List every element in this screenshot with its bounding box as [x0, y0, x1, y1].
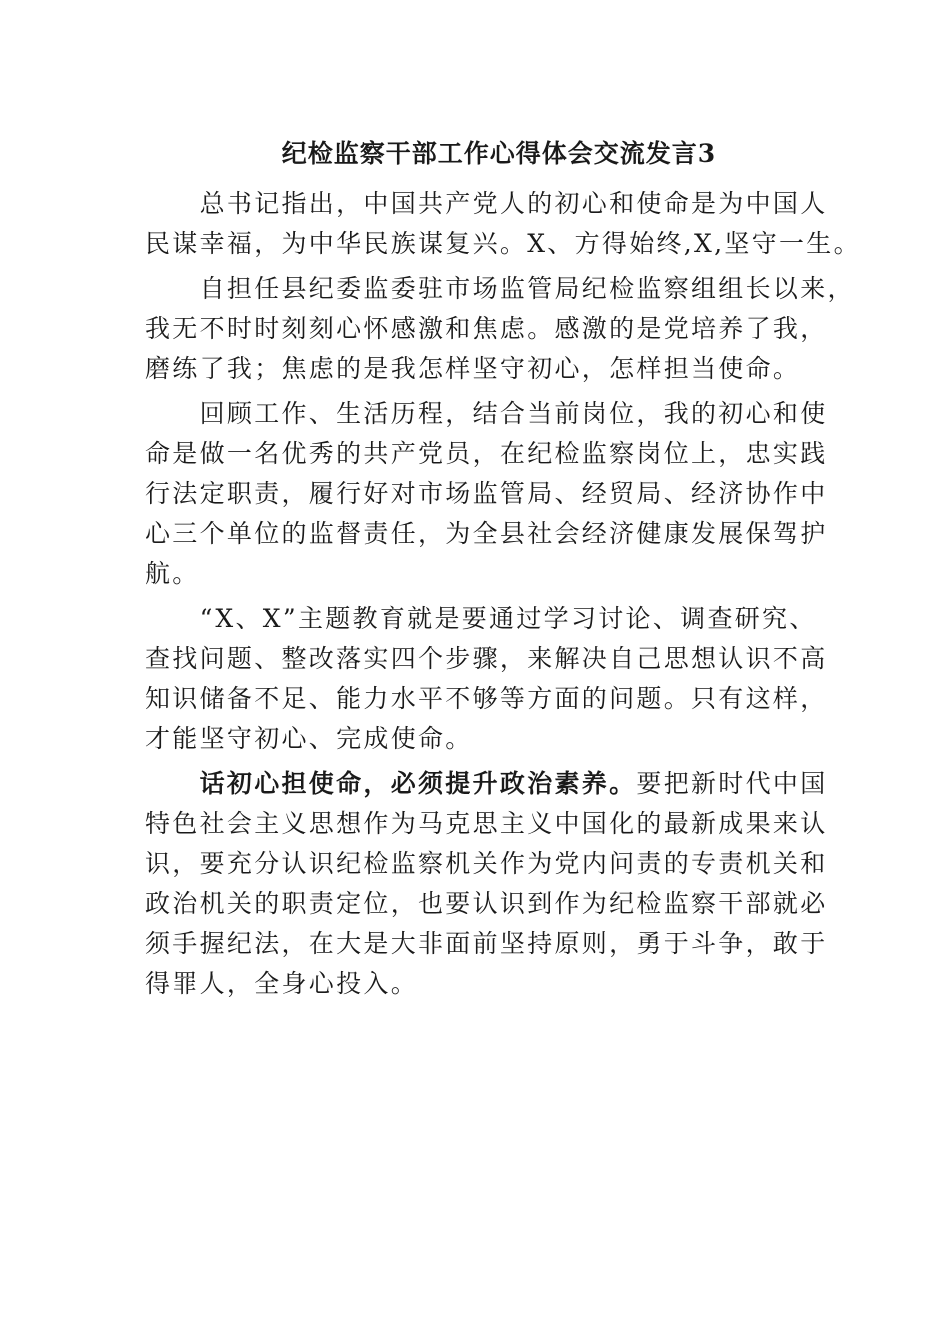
text-line: 知识储备不足、能力水平不够等方面的问题。只有这样，	[145, 683, 828, 713]
text-line: 磨练了我；焦虑的是我怎样坚守初心，怎样担当使命。	[145, 353, 801, 383]
text-line: 命是做一名优秀的共产党员，在纪检监察岗位上，忠实践	[145, 438, 828, 468]
bold-lead-sentence: 话初心担使命，必须提升政治素养。	[145, 768, 637, 798]
text-line: 特色社会主义思想作为马克思主义中国化的最新成果来认	[145, 808, 828, 838]
paragraph-1	[145, 184, 861, 264]
document-body	[145, 184, 861, 1004]
text-line: 民谋幸福，为中华民族谋复兴。X、方得始终,X,坚守一生。	[145, 229, 861, 258]
text-line: 须手握纪法，在大是大非面前坚持原则，勇于斗争，敢于	[145, 928, 828, 958]
text-line: 行法定职责，履行好对市场监管局、经贸局、经济协作中	[145, 478, 828, 508]
text-line: 查找问题、整改落实四个步骤，来解决自己思想认识不高	[145, 643, 828, 673]
paragraph-3	[145, 394, 828, 594]
text-line: 自担任县纪委监委驻市场监管局纪检监察组组长以来，	[145, 273, 855, 303]
document-title: 纪检监察干部工作心得体会交流发言3	[281, 139, 717, 168]
text-line: 识，要充分认识纪检监察机关作为党内问责的专责机关和	[145, 848, 828, 878]
paragraph-5	[145, 764, 828, 1004]
text-line: 总书记指出，中国共产党人的初心和使命是为中国人	[145, 189, 828, 218]
text-line: 回顾工作、生活历程，结合当前岗位，我的初心和使	[145, 398, 828, 428]
paragraph-4	[145, 599, 828, 759]
text-line: 我无不时时刻刻心怀感激和焦虑。感激的是党培养了我，	[145, 313, 828, 343]
text-line: 才能坚守初心、完成使命。	[145, 723, 473, 753]
paragraph-2	[145, 269, 855, 389]
text-line: 心三个单位的监督责任，为全县社会经济健康发展保驾护	[145, 518, 828, 548]
text-line: 航。	[145, 558, 200, 588]
text-line: 政治机关的职责定位，也要认识到作为纪检监察干部就必	[145, 888, 828, 918]
text-line-lead	[145, 764, 828, 804]
text-line: “X、X”主题教育就是要通过学习讨论、调查研究、	[145, 603, 817, 633]
text-line: 得罪人，全身心投入。	[145, 968, 419, 998]
lead-continuation: 要把新时代中国	[636, 768, 828, 798]
